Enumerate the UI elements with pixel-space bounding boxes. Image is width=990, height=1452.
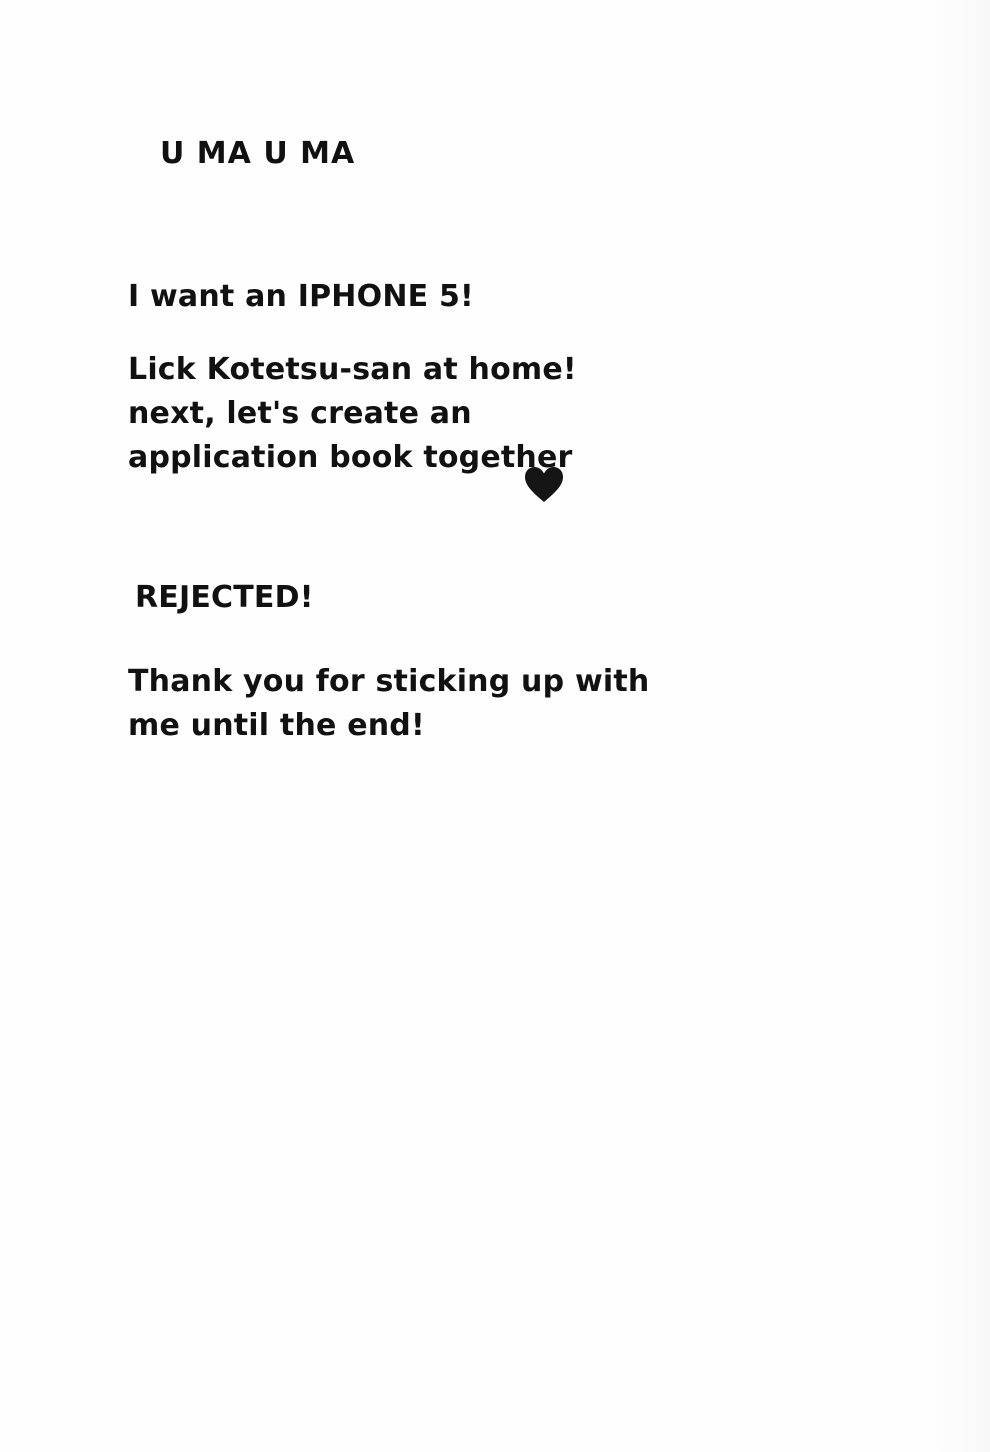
lick-line-2: next, let's create an — [128, 396, 472, 431]
page-heading: U MA U MA — [160, 136, 356, 171]
thanks-line-1: Thank you for sticking up with — [128, 664, 650, 699]
paper-edge-shading — [930, 0, 990, 1452]
thanks-line-2: me until the end! — [128, 708, 425, 743]
lick-paragraph — [128, 348, 577, 480]
heart-icon — [524, 466, 564, 504]
iphone-line: I want an IPHONE 5! — [128, 279, 474, 314]
lick-line-3: application book together — [128, 440, 573, 475]
rejected-text: REJECTED! — [135, 580, 314, 615]
lick-line-1: Lick Kotetsu-san at home! — [128, 352, 577, 387]
thanks-paragraph — [128, 660, 649, 748]
